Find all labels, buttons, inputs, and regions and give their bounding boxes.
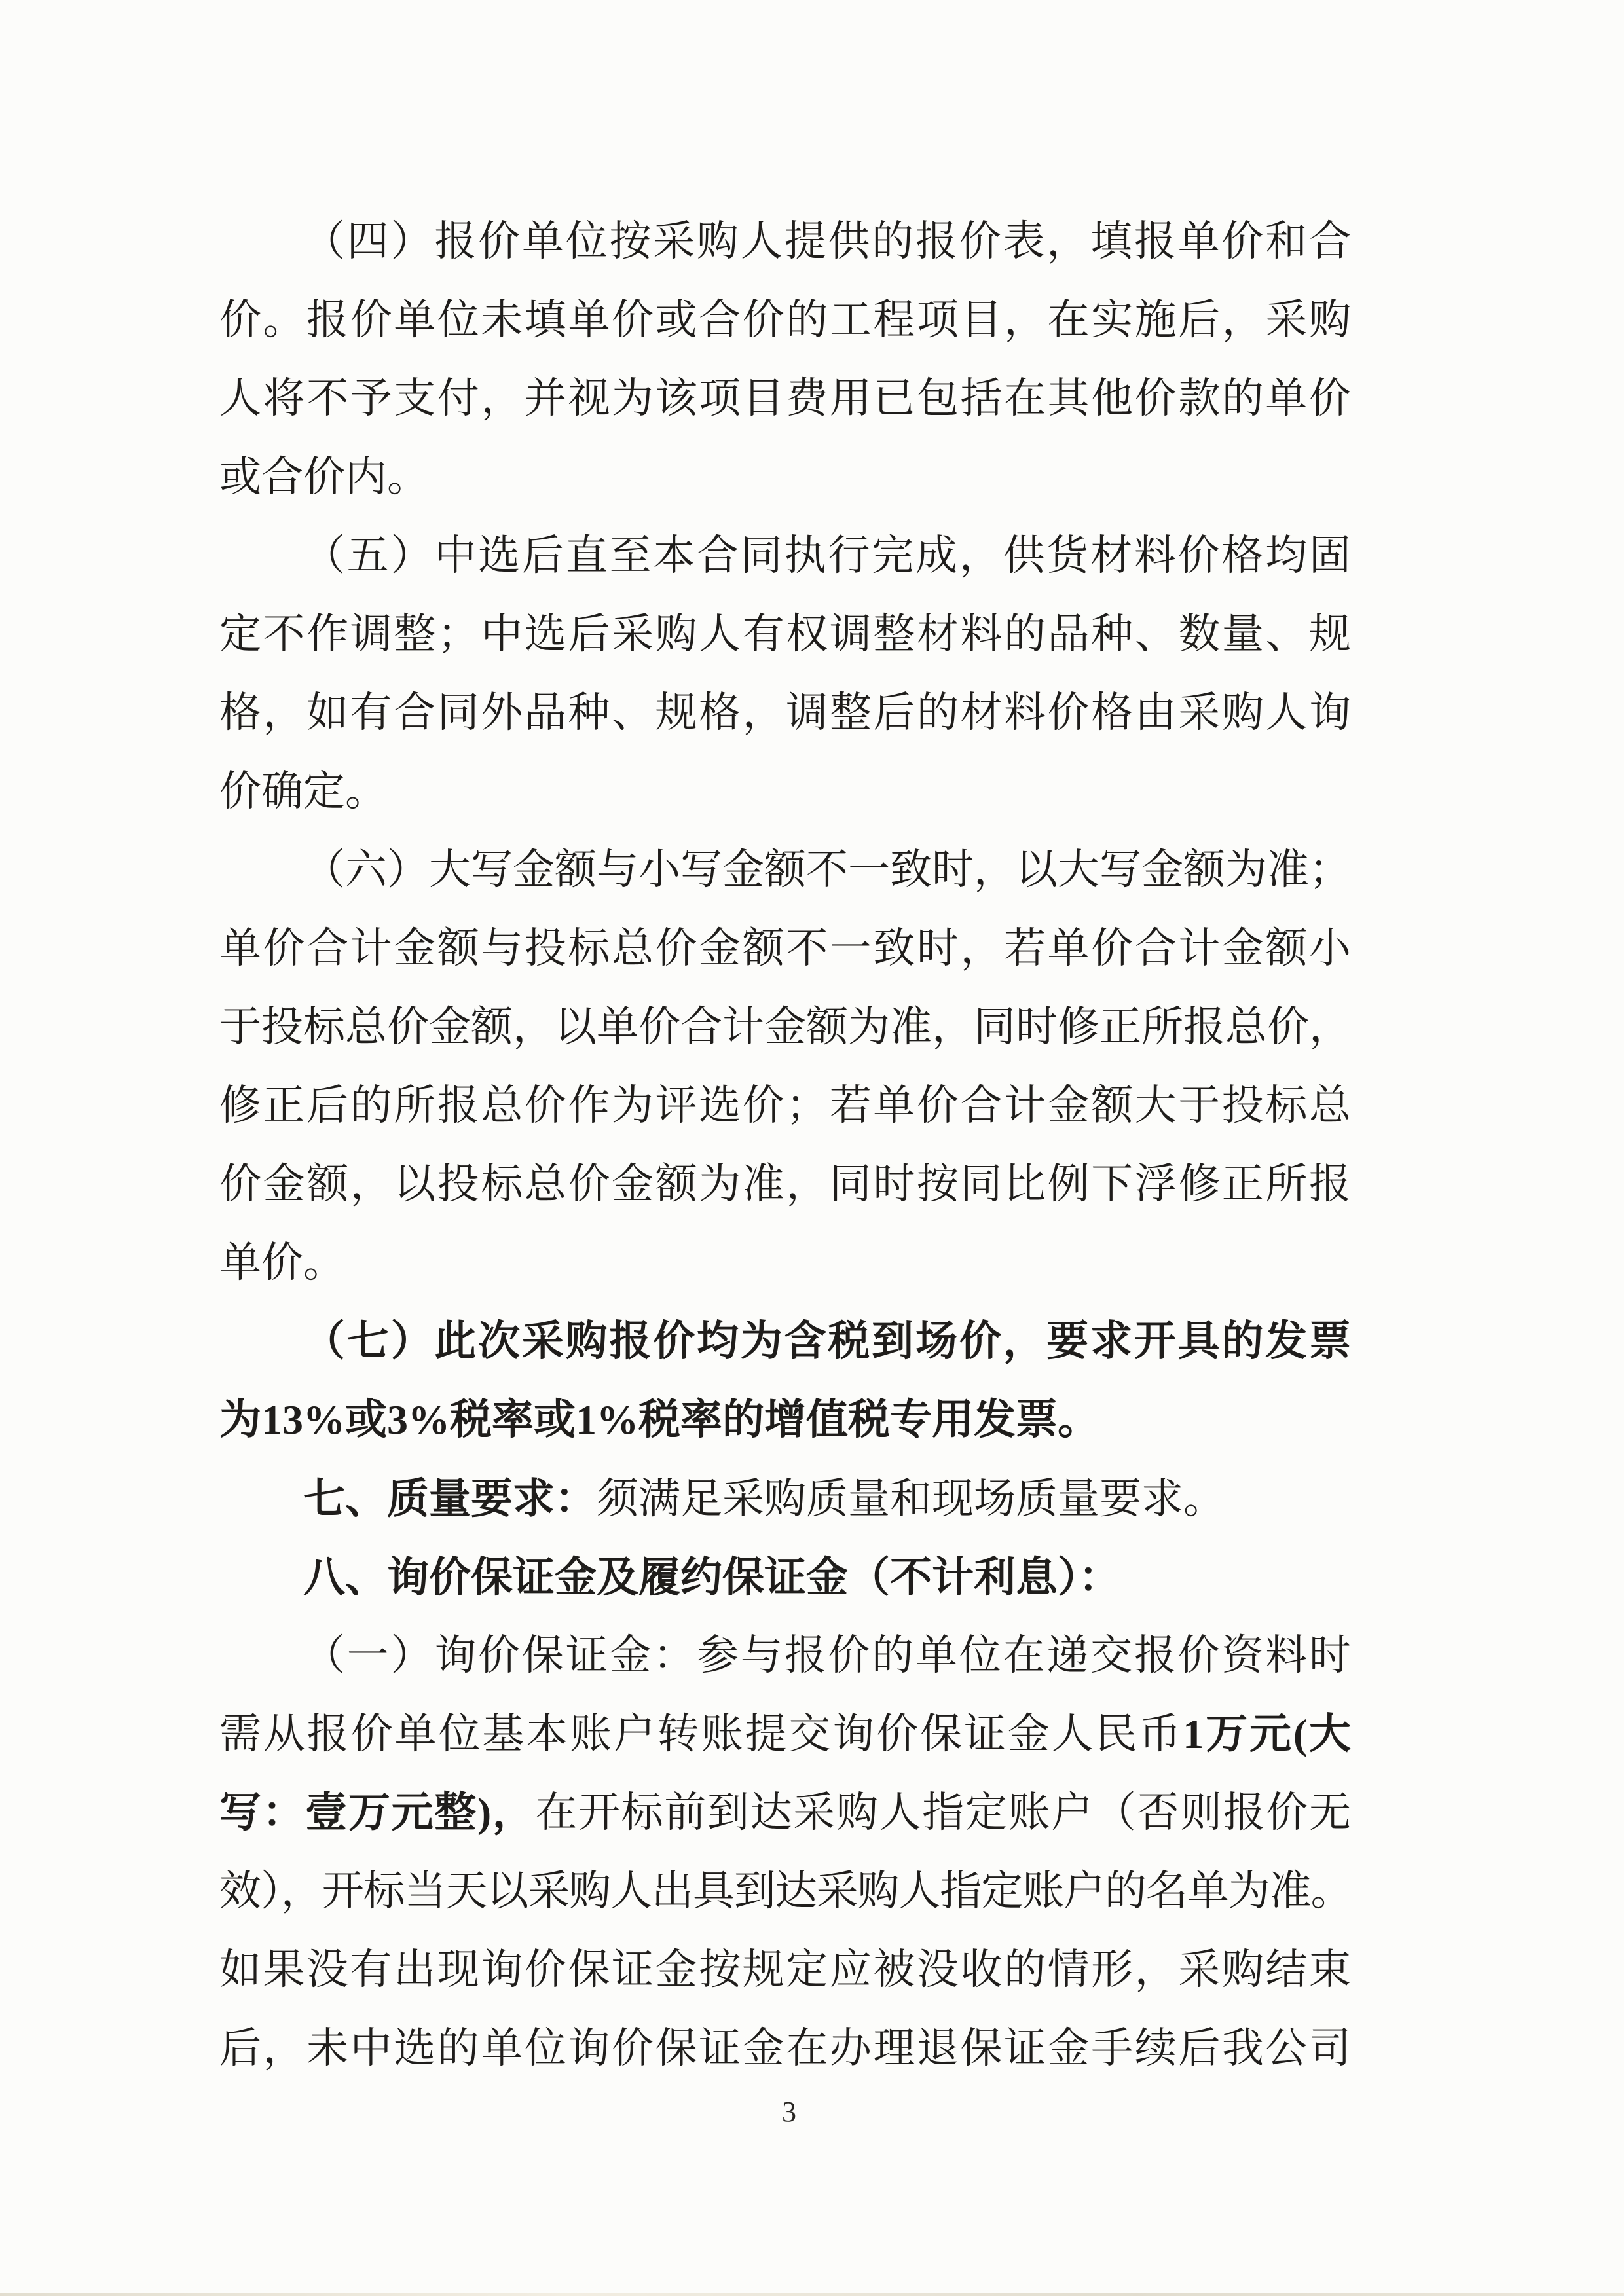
text-segment: 为13%或3%税率或1%税率的增值税专用发票。: [219, 1396, 1099, 1443]
text-line: [219, 1302, 1351, 1381]
text-segment: 须满足采购质量和现场质量要求。: [597, 1476, 1225, 1522]
text-line: [219, 1931, 1351, 2009]
text-segment: 效），开标当天以采购人出具到达采购人指定账户的名单为准。: [219, 1868, 1351, 1914]
text-line: [219, 359, 1351, 438]
text-segment: 在开标前到达采购人指定账户（否则报价无: [535, 1789, 1352, 1836]
text-line: [219, 517, 1351, 595]
text-line: [219, 1381, 1351, 1459]
text-segment: （一）询价保证金：参与报价的单位在递交报价资料时: [303, 1632, 1351, 1679]
text-line: [219, 752, 1351, 831]
text-segment: 人将不予支付，并视为该项目费用已包括在其他价款的单价: [219, 375, 1351, 422]
text-segment: 如果没有出现询价保证金按规定应被没收的情形，采购结束: [219, 1946, 1351, 1993]
text-segment: （四）报价单位按采购人提供的报价表，填报单价和合: [303, 218, 1351, 264]
text-segment: 格，如有合同外品种、规格，调整后的材料价格由采购人询: [219, 689, 1351, 736]
text-line: [219, 595, 1351, 674]
text-line: [219, 1066, 1351, 1145]
text-line: [219, 1224, 1351, 1302]
text-segment: 八、询价保证金及履约保证金（不计利息）：: [303, 1554, 1120, 1601]
text-line: [219, 1852, 1351, 1931]
text-segment: 需从报价单位基本账户转账提交询价保证金人民币: [219, 1711, 1183, 1757]
text-line: [219, 831, 1351, 909]
text-segment: （七）此次采购报价均为含税到场价，要求开具的发票: [303, 1318, 1351, 1364]
text-line: [219, 202, 1351, 281]
text-segment: 或合价内。: [219, 454, 429, 500]
text-segment: 1万元(大: [1183, 1711, 1352, 1757]
text-block: [219, 202, 1351, 2088]
text-line: [219, 1616, 1351, 1695]
page-number: 3: [782, 2096, 796, 2128]
text-segment: 于投标总价金额，以单价合计金额为准，同时修正所报总价，: [219, 1004, 1351, 1050]
text-line: [219, 1145, 1351, 1224]
text-segment: 后，未中选的单位询价保证金在办理退保证金手续后我公司: [219, 2025, 1351, 2071]
text-segment: （六）大写金额与小写金额不一致时，以大写金额为准；: [303, 847, 1351, 893]
text-segment: 价。报价单位未填单价或合价的工程项目，在实施后，采购: [219, 297, 1351, 343]
text-line: [219, 1774, 1351, 1852]
text-line: [219, 2009, 1351, 2088]
text-line: [219, 1459, 1351, 1538]
text-segment: 价确定。: [219, 768, 387, 814]
text-segment: 单价合计金额与投标总价金额不一致时，若单价合计金额小: [219, 925, 1351, 972]
text-segment: 价金额，以投标总价金额为准，同时按同比例下浮修正所报: [219, 1161, 1351, 1207]
text-segment: 写：壹万元整)，: [219, 1789, 536, 1836]
text-segment: 定不作调整；中选后采购人有权调整材料的品种、数量、规: [219, 611, 1351, 657]
text-line: [219, 674, 1351, 752]
text-line: [219, 281, 1351, 359]
scan-edge-artifact: [0, 2293, 1624, 2296]
text-segment: 修正后的所报总价作为评选价；若单价合计金额大于投标总: [219, 1082, 1351, 1129]
text-segment: （五）中选后直至本合同执行完成，供货材料价格均固: [303, 532, 1351, 579]
text-line: [219, 988, 1351, 1066]
text-segment: 七、质量要求：: [303, 1475, 597, 1522]
text-line: [219, 1538, 1351, 1616]
text-line: [219, 1695, 1351, 1774]
text-line: [219, 909, 1351, 988]
text-segment: 单价。: [219, 1239, 345, 1286]
text-line: [219, 438, 1351, 517]
